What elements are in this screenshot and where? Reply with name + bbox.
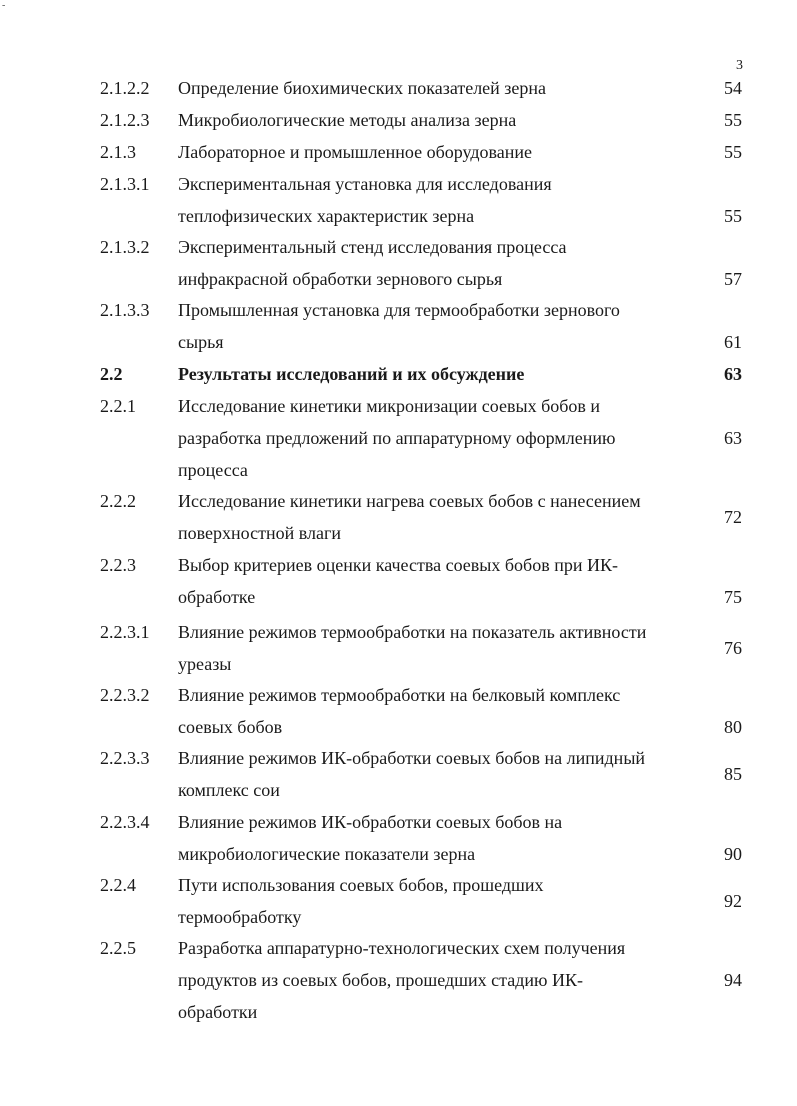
toc-entry-title [178, 742, 678, 806]
toc-entry-number: 2.2.3 [100, 555, 136, 575]
toc-entry-number: 2.2.3.1 [100, 622, 150, 642]
toc-entry-title-line: Экспериментальный стенд исследования процесса [178, 237, 567, 257]
toc-entry-title [178, 932, 678, 1028]
toc-entry-number: 2.1.2.3 [100, 110, 150, 130]
toc-entry-title-line: разработка предложений по аппаратурному оформлению [178, 428, 616, 448]
toc-entry-page: 54 [724, 78, 742, 98]
toc-entry-page: 85 [724, 764, 742, 784]
toc-entry-title-line: сырья [178, 332, 224, 352]
toc-entry-title [178, 104, 678, 136]
toc-entry-title [178, 72, 678, 104]
page-number: 3 [736, 58, 743, 73]
toc-entry-title-line: продуктов из соевых бобов, прошедших стадию ИК- [178, 970, 583, 990]
toc-entry-page: 76 [724, 638, 742, 658]
toc-entry-page: 55 [724, 142, 742, 162]
toc-entry-title [178, 294, 678, 358]
toc-entry-page: 55 [724, 206, 742, 226]
toc-entry-title-line: Влияние режимов термообработки на белковый комплекс [178, 685, 621, 705]
toc-entry-title-line: Определение биохимических показателей зерна [178, 78, 547, 98]
toc-entry-title-line: обработке [178, 587, 256, 607]
toc-entry-number: 2.2.3.4 [100, 812, 150, 832]
toc-entry-title [178, 679, 678, 743]
toc-entry-title-line: процесса [178, 460, 248, 480]
toc-entry-number: 2.1.2.2 [100, 78, 150, 98]
toc-entry-page: 61 [724, 332, 742, 352]
toc-entry-number: 2.1.3.2 [100, 237, 150, 257]
toc-entry-number: 2.2.3.3 [100, 748, 150, 768]
toc-entry-title [178, 549, 678, 613]
toc-entry-number: 2.1.3 [100, 142, 136, 162]
toc-entry-title [178, 136, 678, 168]
toc-entry-title [178, 616, 678, 680]
toc-entry-title-line: Выбор критериев оценки качества соевых бобов при ИК- [178, 555, 618, 575]
toc-entry-number: 2.2.2 [100, 491, 136, 511]
toc-entry-title [178, 358, 678, 390]
toc-entry-number: 2.2.3.2 [100, 685, 150, 705]
toc-entry-number: 2.2.4 [100, 875, 136, 895]
toc-entry-number: 2.1.3.3 [100, 300, 150, 320]
toc-entry-title-line: Влияние режимов термообработки на показатель активности [178, 622, 647, 642]
toc-entry-title-line: комплекс сои [178, 780, 280, 800]
toc-entry-title-line: Влияние режимов ИК-обработки соевых бобов на липидный [178, 748, 646, 768]
toc-entry-title [178, 869, 678, 933]
toc-entry-title-line: Исследование кинетики микронизации соевых бобов и [178, 396, 601, 416]
toc-entry-page: 55 [724, 110, 742, 130]
toc-entry-number: 2.1.3.1 [100, 174, 150, 194]
toc-entry-page: 72 [724, 507, 742, 527]
toc-entry-title [178, 168, 678, 232]
toc-entry-title-line: Результаты исследований и их обсуждение [178, 364, 525, 384]
toc-entry-title [178, 485, 678, 549]
toc-entry-title-line: обработки [178, 1002, 258, 1022]
toc-entry-title [178, 806, 678, 870]
toc-entry-page: 57 [724, 269, 742, 289]
toc-entry-title-line: Влияние режимов ИК-обработки соевых бобов на [178, 812, 563, 832]
toc-entry-title [178, 231, 678, 295]
toc-entry-title-line: термообработку [178, 907, 302, 927]
toc-entry-page: 80 [724, 717, 742, 737]
toc-entry-number: 2.2.1 [100, 396, 136, 416]
toc-entry-page: 94 [724, 970, 742, 990]
toc-entry-page: 90 [724, 844, 742, 864]
toc-entry-title-line: соевых бобов [178, 717, 283, 737]
toc-entry-title-line: Промышленная установка для термообработки зернового [178, 300, 620, 320]
toc-entry-title-line: микробиологические показатели зерна [178, 844, 476, 864]
toc-entry-title-line: Пути использования соевых бобов, прошедших [178, 875, 544, 895]
corner-mark: - [2, 0, 6, 11]
toc-entry-page: 75 [724, 587, 742, 607]
toc-entry-title-line: теплофизических характеристик зерна [178, 206, 475, 226]
toc-entry-page: 92 [724, 891, 742, 911]
toc-entry-title-line: поверхностной влаги [178, 523, 341, 543]
toc-entry-number: 2.2.5 [100, 938, 136, 958]
toc-entry-title-line: Лабораторное и промышленное оборудование [178, 142, 533, 162]
toc-entry-title-line: Исследование кинетики нагрева соевых бобов с нанесением [178, 491, 641, 511]
toc-entry-number: 2.2 [100, 364, 123, 384]
toc-entry-title-line: инфракрасной обработки зернового сырья [178, 269, 503, 289]
toc-entry-title-line: уреазы [178, 654, 232, 674]
toc-entry-page: 63 [724, 428, 742, 448]
toc-entry-title-line: Экспериментальная установка для исследования [178, 174, 552, 194]
toc-entry-title-line: Разработка аппаратурно-технологических схем получения [178, 938, 626, 958]
toc-entry-page: 63 [724, 364, 742, 384]
toc-entry-title [178, 390, 678, 486]
toc-entry-title-line: Микробиологические методы анализа зерна [178, 110, 517, 130]
